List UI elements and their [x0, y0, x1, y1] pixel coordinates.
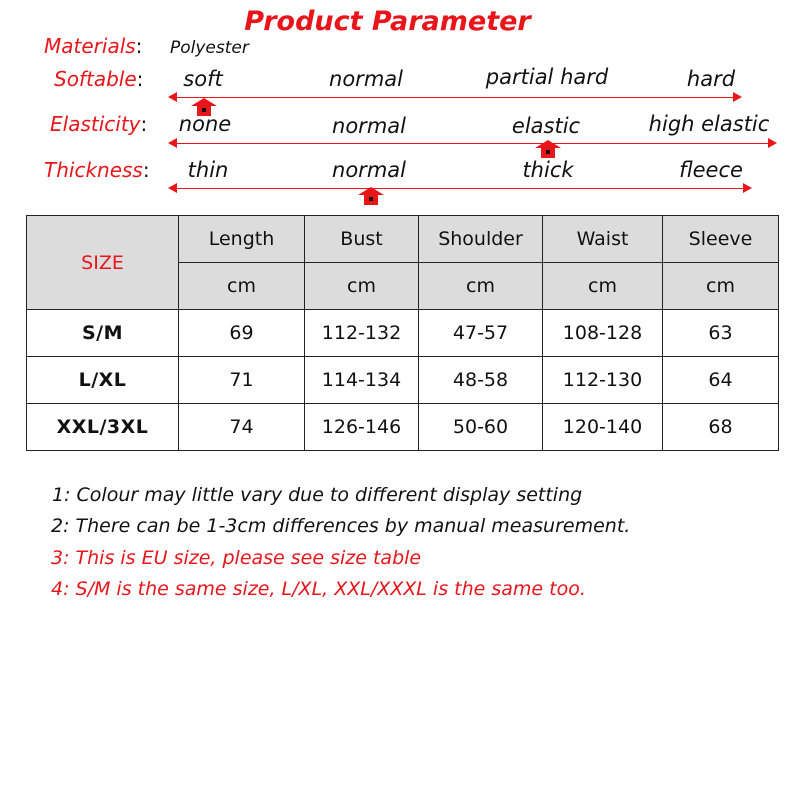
table-cell: 47-57: [419, 310, 543, 357]
softable-scale-line: [170, 97, 740, 98]
table-cell: 64: [663, 357, 779, 404]
table-cell: 112-132: [305, 310, 419, 357]
elasticity-option-normal: normal: [332, 114, 406, 138]
row-size-label: XXL/3XL: [27, 404, 179, 451]
table-cell: 120-140: [543, 404, 663, 451]
table-cell: 48-58: [419, 357, 543, 404]
thickness-option-thick: thick: [522, 158, 574, 182]
row-size-label: S/M: [27, 310, 179, 357]
column-header-sleeve: Sleeve: [663, 216, 779, 263]
page-title: Product Parameter: [244, 6, 531, 37]
table-header-row: [27, 216, 779, 263]
table-cell: 69: [179, 310, 305, 357]
table-cell: 71: [179, 357, 305, 404]
table-cell: 74: [179, 404, 305, 451]
size-header: SIZE: [27, 216, 179, 310]
table-cell: 126-146: [305, 404, 419, 451]
note-3: 3: This is EU size, please see size table: [51, 547, 422, 569]
table-cell: 108-128: [543, 310, 663, 357]
row-size-label: L/XL: [27, 357, 179, 404]
softable-label-text: Softable: [54, 67, 137, 91]
column-header-waist: Waist: [543, 216, 663, 263]
unit-waist: cm: [543, 263, 663, 310]
column-header-shoulder: Shoulder: [419, 216, 543, 263]
thickness-label-text: Thickness: [44, 158, 143, 182]
size-table: [26, 215, 779, 451]
table-cell: 68: [663, 404, 779, 451]
elasticity-scale-line: [170, 143, 775, 144]
materials-label-text: Materials: [44, 34, 136, 58]
softable-option-hard: hard: [686, 67, 736, 91]
column-header-length: Length: [179, 216, 305, 263]
materials-label: [44, 34, 142, 58]
note-2: 2: There can be 1-3cm differences by manual measurement.: [51, 515, 631, 537]
elasticity-label-text: Elasticity: [50, 112, 141, 136]
thickness-option-fleece: fleece: [679, 158, 743, 182]
note-4: 4: S/M is the same size, L/XL, XXL/XXXL is the same too.: [51, 578, 586, 600]
materials-value: Polyester: [170, 38, 249, 58]
softable-colon: :: [136, 67, 144, 91]
softable-option-soft: soft: [183, 67, 223, 91]
thickness-option-thin: thin: [187, 158, 229, 182]
table-cell: 50-60: [419, 404, 543, 451]
softable-option-partial-hard: partial hard: [485, 65, 609, 89]
materials-colon: :: [135, 34, 143, 58]
table-row: [27, 357, 779, 404]
softable-label: [54, 67, 143, 91]
unit-sleeve: cm: [663, 263, 779, 310]
thickness-scale-line: [170, 188, 750, 189]
table-cell: 114-134: [305, 357, 419, 404]
elasticity-option-none: none: [178, 112, 232, 136]
elasticity-colon: :: [140, 112, 148, 136]
unit-length: cm: [179, 263, 305, 310]
elasticity-label: [50, 112, 147, 136]
table-row: [27, 404, 779, 451]
table-cell: 112-130: [543, 357, 663, 404]
softable-option-normal: normal: [329, 67, 403, 91]
elasticity-option-high-elastic: high elastic: [648, 112, 770, 136]
thickness-label: [44, 158, 150, 182]
table-cell: 63: [663, 310, 779, 357]
elasticity-marker-icon: [535, 140, 561, 158]
table-row: [27, 310, 779, 357]
thickness-colon: :: [142, 158, 150, 182]
thickness-option-normal: normal: [332, 158, 406, 182]
note-1: 1: Colour may little vary due to different display setting: [52, 484, 583, 506]
column-header-bust: Bust: [305, 216, 419, 263]
unit-shoulder: cm: [419, 263, 543, 310]
unit-bust: cm: [305, 263, 419, 310]
thickness-marker-icon: [358, 187, 384, 205]
elasticity-option-elastic: elastic: [511, 114, 581, 138]
